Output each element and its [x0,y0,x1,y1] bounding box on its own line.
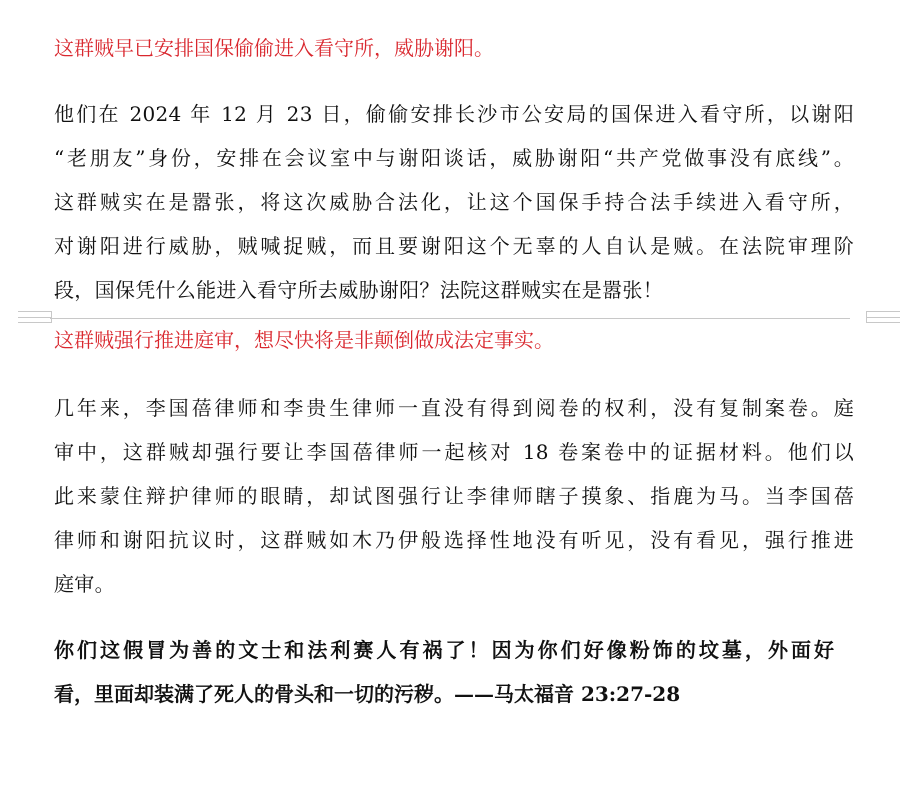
paragraph-line: 对谢阳进行威胁，贼喊捉贼，而且要谢阳这个无辜的人自认是贼。在法院审理阶 [54,234,854,258]
paragraph-line: 段，国保凭什么能进入看守所去威胁谢阳？法院这群贼实在是嚣张！ [54,278,663,302]
paragraph-threat [54,92,854,312]
heading-forced-trial [54,326,854,354]
quote-line: 看，里面却装满了死人的骨头和一切的污秽。——马太福音 23:27-28 [54,682,681,706]
quote-line: 你们这假冒为善的文士和法利赛人有祸了！因为你们好像粉饰的坟墓，外面好 [54,638,834,662]
bible-quote [54,628,834,716]
paragraph-trial [54,386,854,606]
paragraph-line: 几年来，李国蓓律师和李贵生律师一直没有得到阅卷的权利，没有复制案卷。庭 [54,396,854,420]
page-break-right-tab [866,311,900,323]
page-break-rule [50,318,850,319]
page-break-marker [0,310,900,326]
page-break-left-tab [18,311,52,323]
heading-text: 这群贼强行推进庭审，想尽快将是非颠倒做成法定事实。 [54,328,554,352]
heading-infiltration [54,34,854,62]
paragraph-line: 庭审。 [54,572,115,596]
paragraph-line: 审中，这群贼却强行要让李国蓓律师一起核对 18 卷案卷中的证据材料。他们以 [54,440,854,464]
paragraph-line: “老朋友”身份，安排在会议室中与谢阳谈话，威胁谢阳“共产党做事没有底线”。 [54,146,854,170]
paragraph-line: 此来蒙住辩护律师的眼睛，却试图强行让李律师瞎子摸象、指鹿为马。当李国蓓 [54,484,854,508]
paragraph-line: 这群贼实在是嚣张，将这次威胁合法化，让这个国保手持合法手续进入看守所， [54,190,854,214]
paragraph-line: 他们在 2024 年 12 月 23 日，偷偷安排长沙市公安局的国保进入看守所，以谢阳 [54,102,854,126]
paragraph-line: 律师和谢阳抗议时，这群贼如木乃伊般选择性地没有听见，没有看见，强行推进 [54,528,854,552]
heading-text: 这群贼早已安排国保偷偷进入看守所，威胁谢阳。 [54,36,494,60]
